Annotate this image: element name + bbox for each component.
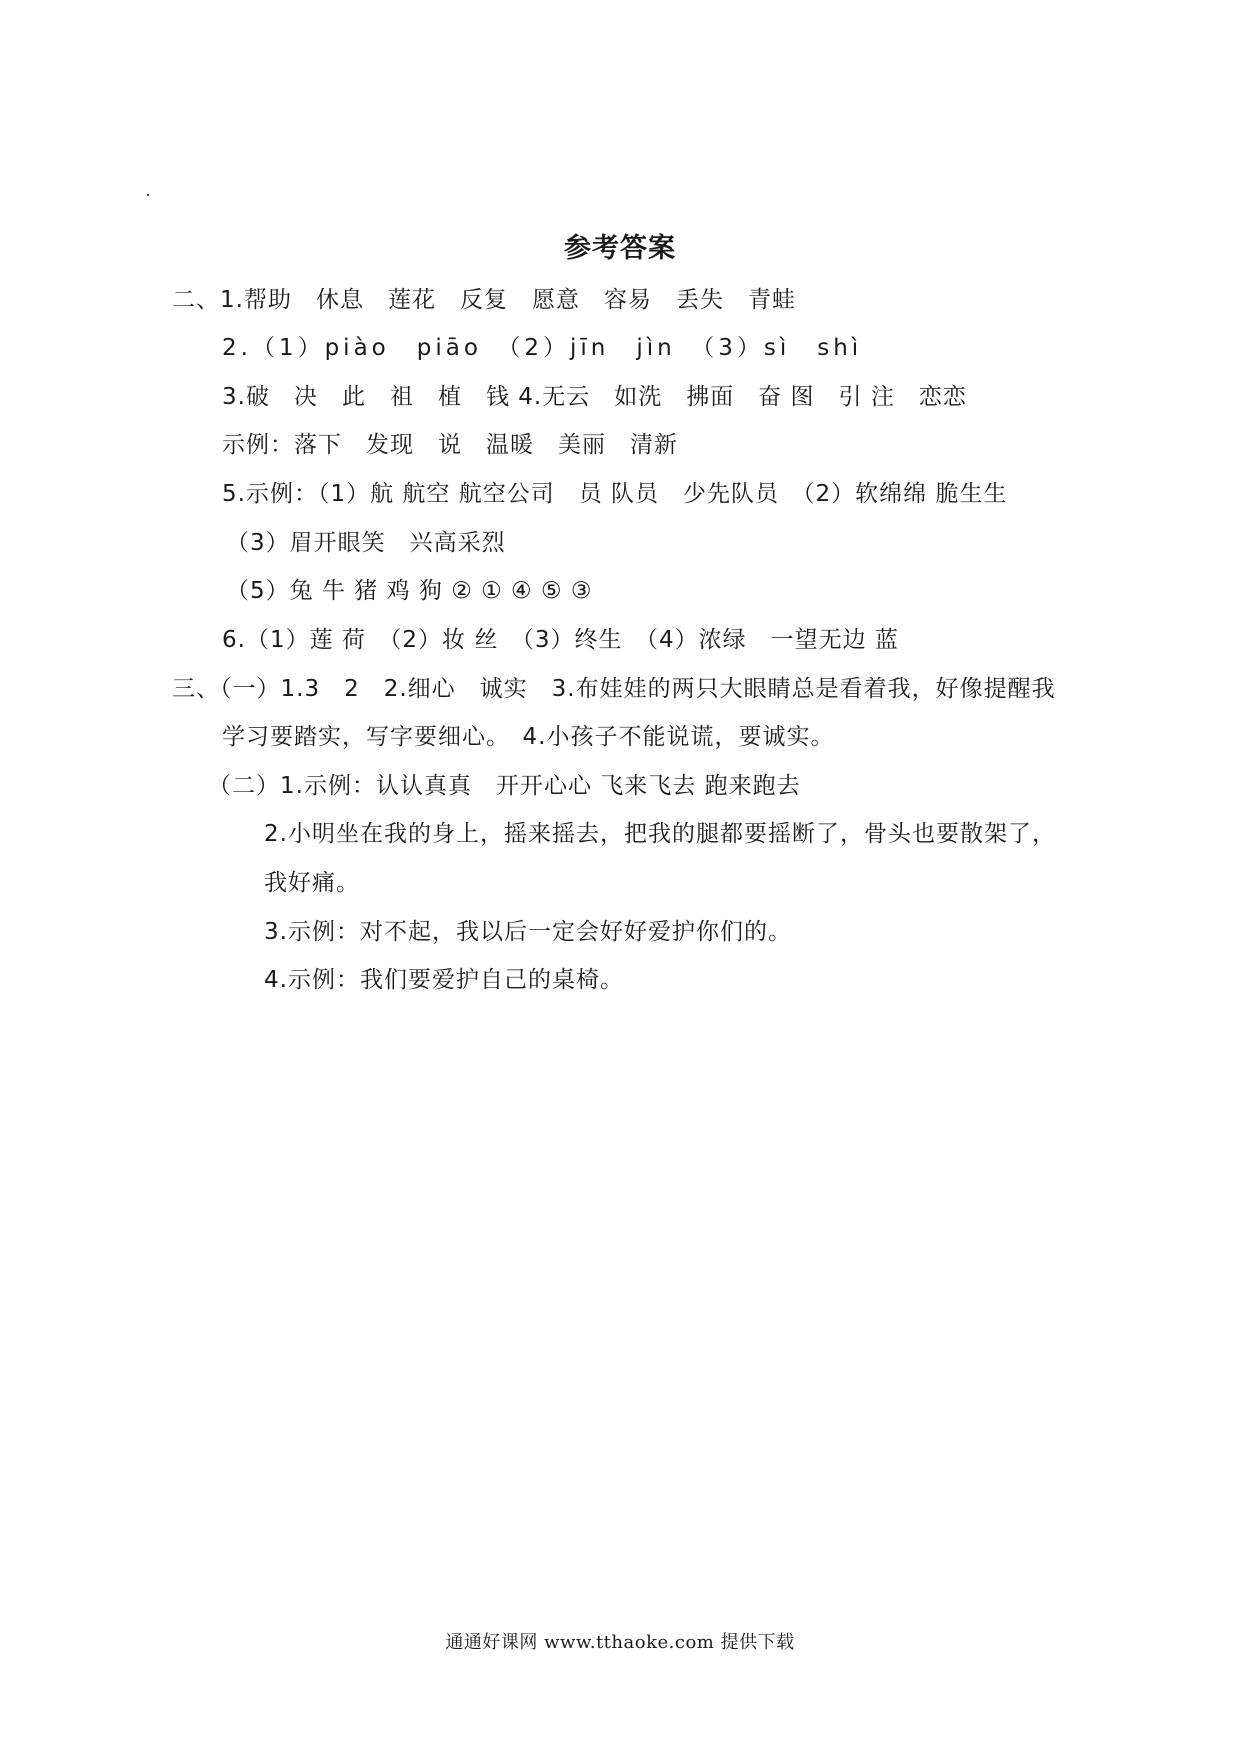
answer-line-q4-example: 示例：落下 发现 说 温暖 美丽 清新 (222, 432, 678, 458)
scan-speck (147, 194, 149, 196)
answer-line-section3-part2-q1: （二）1.示例：认认真真 开开心心 飞来飞去 跑来跑去 (208, 773, 801, 799)
answer-line-q6: 6.（1）莲 荷 （2）妆 丝 （3）终生 （4）浓绿 一望无边 蓝 (222, 627, 899, 653)
page-title: 参考答案 (564, 233, 676, 264)
answer-line-section3-part2-q2-cont: 我好痛。 (264, 870, 360, 896)
answer-line-q5-part3: （3）眉开眼笑 兴高采烈 (226, 530, 506, 556)
answer-line-section3-part2-q4: 4.示例：我们要爱护自己的桌椅。 (264, 967, 624, 993)
answer-line-q5-part1: 5.示例：（1）航 航空 航空公司 员 队员 少先队员 （2）软绵绵 脆生生 (222, 481, 1008, 507)
answer-line-section3-part2-q3: 3.示例：对不起，我以后一定会好好爱护你们的。 (264, 919, 792, 945)
answer-line-q3-q4: 3.破 决 此 祖 植 钱 4.无云 如洗 拂面 奋 图 引 注 恋恋 (222, 384, 967, 410)
answer-line-section2-q1: 二、1.帮助 休息 莲花 反复 愿意 容易 丢失 青蛙 (172, 287, 796, 313)
answer-line-q5-part5: （5）兔 牛 猪 鸡 狗 ② ① ④ ⑤ ③ (226, 578, 593, 604)
answer-line-section3-part1: 三、（一）1.3 2 2.细心 诚实 3.布娃娃的两只大眼睛总是看着我，好像提醒我 (172, 676, 1056, 702)
answer-line-section3-part2-q2: 2.小明坐在我的身上，摇来摇去，把我的腿都要摇断了，骨头也要散架了， (264, 821, 1056, 847)
answer-line-q2-pinyin: 2.（1）piào piāo （2）jīn jìn （3）sì shì (222, 335, 863, 361)
answer-line-section3-part1-cont: 学习要踏实，写字要细心。 4.小孩子不能说谎，要诚实。 (222, 724, 835, 750)
page-footer: 通通好课网 www.tthaoke.com 提供下载 (445, 1632, 795, 1653)
